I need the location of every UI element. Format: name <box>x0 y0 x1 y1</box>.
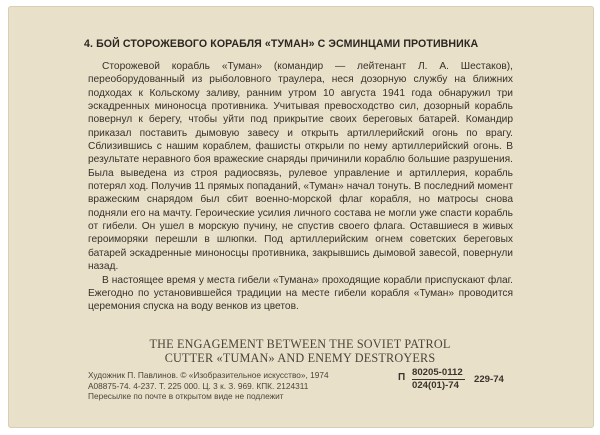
catalog-codes <box>412 367 465 392</box>
story-text <box>88 60 513 314</box>
postcard-title: 4. БОЙ СТОРОЖЕВОГО КОРАБЛЯ «ТУМАН» С ЭСМИНЦАМИ ПРОТИВНИКА <box>84 38 479 50</box>
catalog-code: 024(01)-74 <box>412 380 459 391</box>
catalog-code: 80205-0112 <box>412 367 463 378</box>
imprint-line: А08875-74. 4-237. Т. 225 000. Ц. 3 к. З. 969. КПК. 2124311 <box>88 380 309 391</box>
publisher-imprint <box>88 370 329 402</box>
price-letter: П <box>398 372 406 383</box>
english-title-line: CUTTER «TUMAN» AND ENEMY DESTROYERS <box>164 351 436 365</box>
series-code: 229-74 <box>474 374 504 385</box>
english-title-line: THE ENGAGEMENT BETWEEN THE SOVIET PATROL <box>149 337 451 351</box>
story-paragraph: В настоящее время у места гибели «Тумана» проходящие корабли приспускают флаг. Ежегодно по установившейся традиции на месте гибели корабля «Туман» проводится церемония спуска на воду венков из цветов. <box>88 274 513 313</box>
story-paragraph: Сторожевой корабль «Туман» (командир — лейтенант Л. А. Шестаков), переоборудованный из рыболовного траулера, неся дозорную службу на ближних подходах к Кольскому заливу, ранним утром 10 августа 1941 года обнаружил три эскадренных миноносца противника. Учитывая превосходство сил, дозорный корабль повернул к берегу, чтобы уйти под прикрытие своих береговых батарей. Командир приказал поставить дымовую завесу и открыть артиллерийский огонь по врагу. Сблизившись с нашим кораблем, фашисты открыли по нему артиллерийский огонь. В результате неравного боя вражеские снаряды причинили кораблю большие разрушения. Была выведена из строя радиосвязь, рулевое управление и артиллерия, корабль потерял ход. Получив 11 прямых попаданий, «Туман» начал тонуть. В последний момент вражеским снарядом был сбит военно-морской флаг корабля, но матросы снова подняли его на мачту. Героические усилия личного состава не могли уже спасти корабль от гибели. Он ушел в морскую пучину, не спустив своего флага. Оставшиеся в живых героиморяки перешли в шлюпки. Под артиллерийским огнем советских береговых батарей эскадренные миноносцы противника, закрывшись дымовой завесой, повернули назад. <box>88 61 513 273</box>
imprint-line: Пересылке по почте в открытом виде не подлежит <box>88 391 284 401</box>
imprint-line: Художник П. Павлинов. © «Изобразительное искусство», 1974 <box>88 370 329 380</box>
english-title <box>88 337 512 365</box>
